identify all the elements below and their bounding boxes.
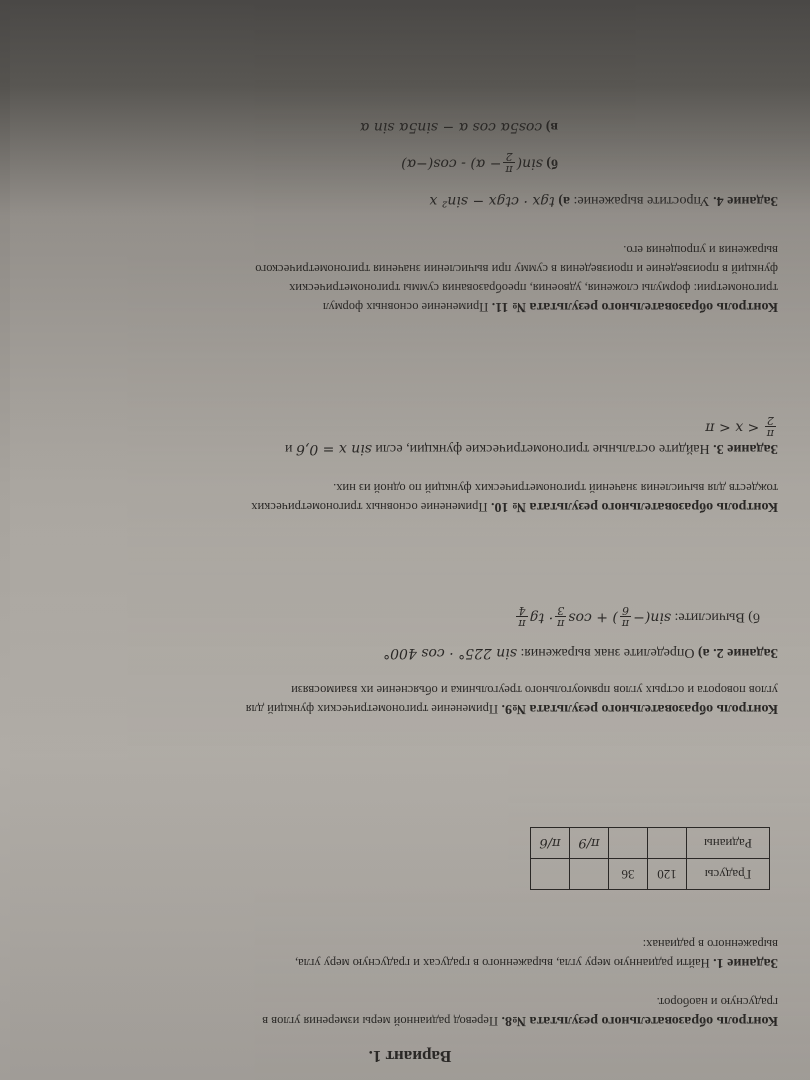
degrees-cell-1: 120 xyxy=(648,859,687,890)
task-2b-part-1: sin(− xyxy=(633,609,672,626)
radians-cell-4: π/6 xyxy=(531,828,570,859)
task-4c-expression: cos5α cos α − sin5α sin α xyxy=(359,119,543,135)
task-3 xyxy=(38,414,778,458)
task-4b-part-2: − α) - cos(−α) xyxy=(401,155,502,172)
control-11-text-3: функций в произведение и произведения в сумму при вычислении значения тригонометрического xyxy=(255,262,778,276)
radians-cell-1 xyxy=(648,828,687,859)
task-4-label: Задание 4. xyxy=(713,193,778,208)
task-4 xyxy=(38,117,778,210)
task-2b-text: б) Вычислите: xyxy=(674,609,760,625)
task-2a-expression: sin 225° · cos 400° xyxy=(383,645,517,661)
task-1-text-2: выраженного в радианах: xyxy=(642,937,778,951)
task-1 xyxy=(38,934,778,972)
control-11-text-2: тригонометрии: формулы сложения, удвоения, преобразования суммы тригонометрических xyxy=(289,281,778,295)
task-2-label: Задание 2. а) xyxy=(698,645,778,660)
task-2a-text: Определите знак выражения: xyxy=(520,645,695,660)
fraction-pi-6: π 6 xyxy=(621,604,630,630)
control-9-section xyxy=(38,680,778,718)
task-4c-label: в) xyxy=(545,119,558,134)
control-8-text-2: градусную и наоборот. xyxy=(656,995,778,1009)
fraction-pi-2: π 2 xyxy=(766,414,774,440)
control-11-heading: Контроль образовательного результата № 11. xyxy=(491,299,778,314)
fraction-pi-2-b: π 2 xyxy=(505,150,513,176)
control-8-heading: Контроль образовательного результата №8. xyxy=(501,1013,778,1028)
radians-row xyxy=(531,828,770,859)
task-2b-part-3: · tg xyxy=(529,609,554,626)
task-1-text-1: Найти радианную меру угла, выраженного в градусах и градусную меру угла, xyxy=(294,956,710,970)
radians-cell-2 xyxy=(609,828,648,859)
task-4a-expression: tgx · ctgx − sin² x xyxy=(429,193,555,209)
control-9-heading: Контроль образовательного результата №9. xyxy=(501,701,778,716)
task-4b-part-1: sin( xyxy=(516,155,543,172)
radians-header: Радианы xyxy=(687,828,770,859)
fraction-pi-4: π 4 xyxy=(518,604,526,630)
control-11-text-4: выражения и упрощения его. xyxy=(623,243,778,257)
task-4b xyxy=(38,150,778,175)
task-4a-label: а) xyxy=(558,193,570,208)
task-2b-part-2: ) + cos xyxy=(568,609,618,626)
control-11-text-1: Применение основных формул xyxy=(322,300,489,314)
control-9-text-1: Применение тригонометрических функций для xyxy=(245,702,498,716)
control-10-text-1: Применение основных тригонометрических xyxy=(251,500,488,514)
degrees-header: Градусы xyxy=(687,859,770,890)
task-4c xyxy=(38,117,778,136)
task-3-label: Задание 3. xyxy=(713,441,778,456)
task-4b-label: б) xyxy=(546,155,558,171)
degrees-cell-2: 36 xyxy=(609,859,648,890)
control-10-section xyxy=(38,478,778,516)
control-8-text-1: Перевод радианной меры измерения углов в xyxy=(262,1014,498,1028)
task-4-text: Упростите выражение: xyxy=(573,193,710,208)
degrees-radians-table xyxy=(530,827,770,890)
degrees-row xyxy=(531,859,770,890)
task-2 xyxy=(38,604,778,662)
control-9-text-2: углов поворота и острых углов прямоугольного треугольника и объяснение их взаимосвязи xyxy=(291,683,778,697)
control-8-section xyxy=(38,992,778,1030)
degrees-cell-3 xyxy=(570,859,609,890)
task-3-conjunction: и xyxy=(284,441,293,456)
task-3-text: Найдите остальные тригонометрические функции, если xyxy=(375,441,710,456)
control-10-heading: Контроль образовательного результата № 10. xyxy=(490,499,778,514)
fraction-pi-3: π 3 xyxy=(557,604,565,630)
task-2b xyxy=(38,604,778,629)
task-1-label: Задание 1. xyxy=(713,955,778,970)
control-10-text-2: тождеств для вычисления значений тригонометрических функций по одной из них. xyxy=(333,481,778,495)
control-11-section xyxy=(38,240,778,316)
page-title: Вариант 1. xyxy=(368,1047,452,1066)
task-3-condition: < x < π xyxy=(705,419,760,436)
worksheet-page xyxy=(10,0,810,1080)
radians-cell-3: π/9 xyxy=(570,828,609,859)
degrees-cell-4 xyxy=(531,859,570,890)
task-3-expression: sin x = 0,6 xyxy=(295,441,372,457)
